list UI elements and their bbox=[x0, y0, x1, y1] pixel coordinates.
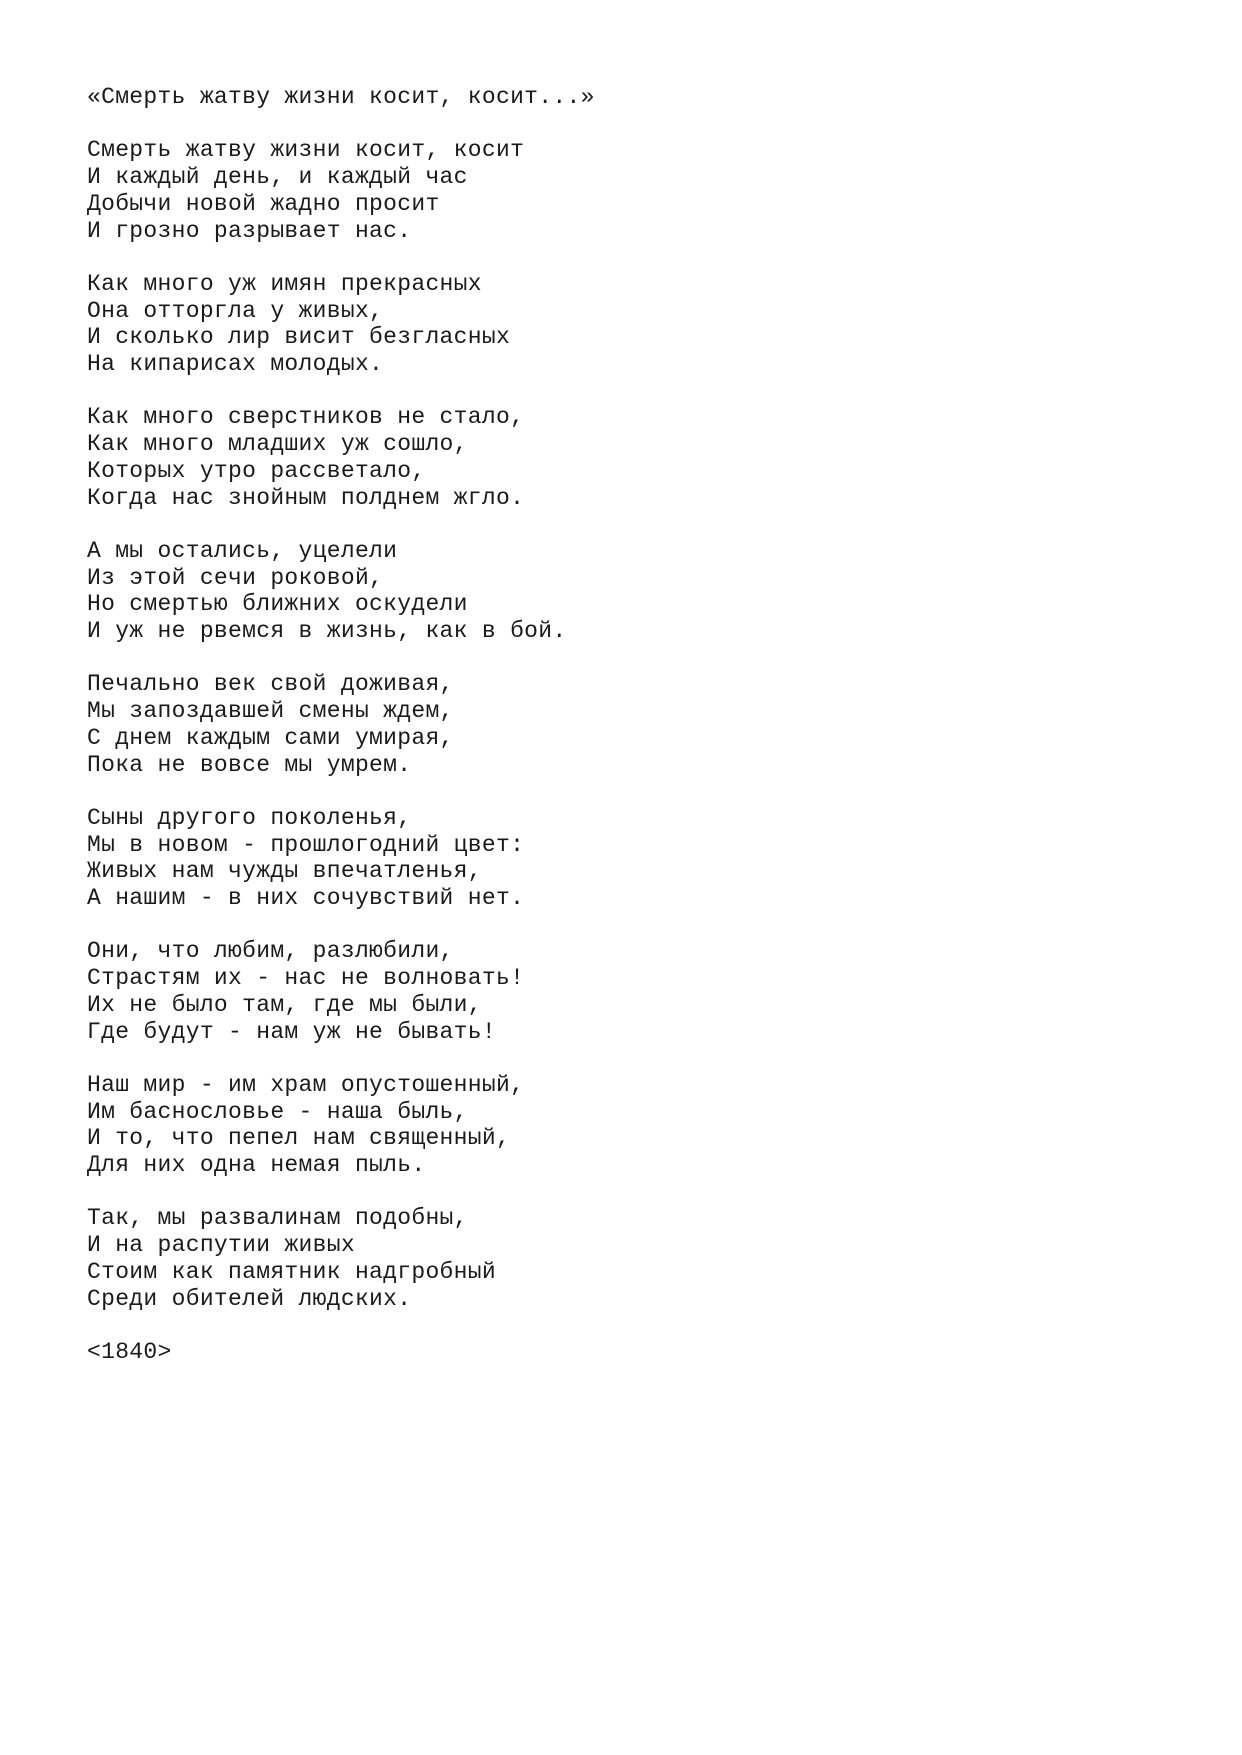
poem-line: И то, что пепел нам священный, bbox=[87, 1125, 511, 1152]
stanza-9 bbox=[87, 1205, 1187, 1312]
poem-line: Когда нас знойным полднем жгло. bbox=[87, 484, 525, 511]
poem-line: И сколько лир висит безгласных bbox=[87, 324, 511, 351]
poem-date: <1840> bbox=[87, 1338, 172, 1365]
poem-line: И грозно разрывает нас. bbox=[87, 217, 412, 244]
poem-line: Мы в новом - прошлогодний цвет: bbox=[87, 831, 525, 858]
poem-line: Наш мир - им храм опустошенный, bbox=[87, 1071, 525, 1098]
stanza-1 bbox=[87, 137, 1187, 244]
poem-line: Добычи новой жадно просит bbox=[87, 190, 440, 217]
document-page bbox=[87, 84, 1187, 1366]
poem-line: Печально век свой доживая, bbox=[87, 671, 454, 698]
poem-line: На кипарисах молодых. bbox=[87, 351, 384, 377]
poem-line: С днем каждым сами умирая, bbox=[87, 724, 454, 751]
poem-line: Их не было там, где мы были, bbox=[87, 991, 482, 1018]
poem-line: Для них одна немая пыль. bbox=[87, 1152, 426, 1178]
poem-line: Смерть жатву жизни косит, косит bbox=[87, 137, 525, 164]
stanza-5 bbox=[87, 671, 1187, 778]
poem-line: Но смертью ближних оскудели bbox=[87, 591, 468, 618]
poem-line: Она отторгла у живых, bbox=[87, 297, 384, 324]
poem-line: И на распутии живых bbox=[87, 1232, 355, 1259]
stanza-8 bbox=[87, 1072, 1187, 1179]
poem-line: Стоим как памятник надгробный bbox=[87, 1258, 496, 1285]
poem-line: Им баснословье - наша быль, bbox=[87, 1098, 468, 1125]
poem-line: Мы запоздавшей смены ждем, bbox=[87, 698, 454, 725]
stanza-3 bbox=[87, 404, 1187, 511]
poem-line: Пока не вовсе мы умрем. bbox=[87, 751, 412, 778]
poem-line: Из этой сечи роковой, bbox=[87, 564, 384, 591]
poem-line: Сыны другого поколенья, bbox=[87, 804, 412, 831]
poem-line: Как много уж имян прекрасных bbox=[87, 270, 482, 297]
stanza-7 bbox=[87, 938, 1187, 1045]
poem-line: А мы остались, уцелели bbox=[87, 537, 398, 564]
poem-line: И уж не рвемся в жизнь, как в бой. bbox=[87, 618, 567, 644]
poem-line: Как много младших уж сошло, bbox=[87, 431, 468, 458]
poem-line: Где будут - нам уж не бывать! bbox=[87, 1018, 496, 1045]
stanza-4 bbox=[87, 538, 1187, 645]
stanza-6 bbox=[87, 805, 1187, 912]
poem-line: Так, мы развалинам подобны, bbox=[87, 1205, 468, 1232]
poem-title: «Смерть жатву жизни косит, косит...» bbox=[87, 84, 595, 110]
poem-line: Страстям их - нас не волновать! bbox=[87, 965, 525, 992]
poem-line: А нашим - в них сочувствий нет. bbox=[87, 885, 525, 911]
poem-line: Как много сверстников не стало, bbox=[87, 404, 525, 431]
poem-line: Они, что любим, разлюбили, bbox=[87, 938, 454, 965]
poem-line: И каждый день, и каждый час bbox=[87, 164, 468, 191]
poem-line: Живых нам чужды впечатленья, bbox=[87, 858, 482, 885]
stanza-2 bbox=[87, 271, 1187, 378]
poem-line: Среди обителей людских. bbox=[87, 1285, 412, 1312]
poem-line: Которых утро рассветало, bbox=[87, 457, 426, 484]
